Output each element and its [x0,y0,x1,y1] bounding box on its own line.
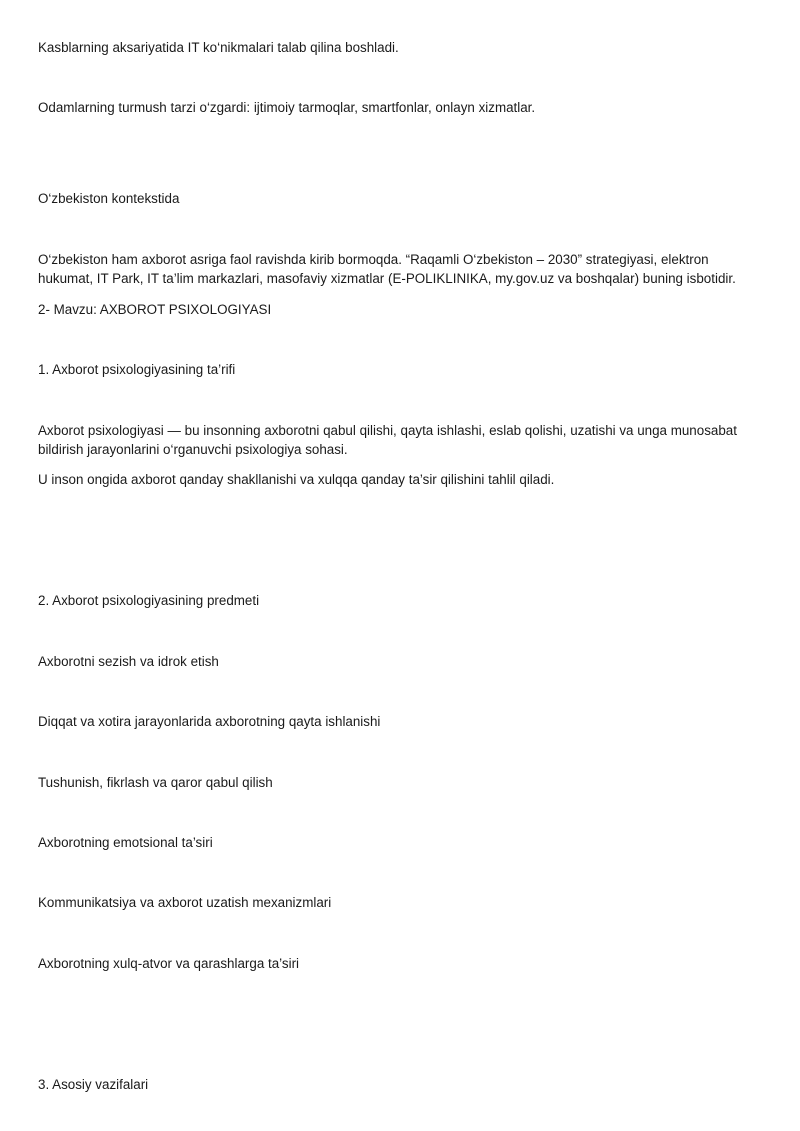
paragraph-definition: Axborot psixologiyasi — bu insonning axborotni qabul qilishi, qayta ishlashi, eslab qolishi, uzatishi va unga munosabat bildirish jarayonlarini o‘rganuvchi psixologiya sohasi. [38,423,737,457]
paragraph-it-skills: Kasblarning aksariyatida IT ko‘nikmalari talab qilina boshladi. [38,40,399,55]
list-item: Kommunikatsiya va axborot uzatish mexanizmlari [38,895,332,910]
list-item: Tushunish, fikrlash va qaror qabul qilish [38,775,273,790]
heading-uzbekistan-context: O‘zbekiston kontekstida [38,191,180,206]
section-heading-tasks: 3. Asosiy vazifalari [38,1077,149,1092]
list-item: Diqqat va xotira jarayonlarida axborotning qayta ishlanishi [38,714,381,729]
section-heading-subject: 2. Axborot psixologiyasining predmeti [38,593,260,608]
list-item: Axborotning xulq-atvor va qarashlarga ta’siri [38,956,300,971]
paragraph-uzbekistan: O‘zbekiston ham axborot asriga faol ravishda kirib bormoqda. “Raqamli O‘zbekiston – 2030” strategiyasi, elektron hukumat, IT Park, IT ta’lim markazlari, masofaviy xizmatlar (E-POLIKLINIKA, my.gov.uz va boshqalar) buning isbotidir. [38,252,736,286]
section-heading-definition: 1. Axborot psixologiyasining ta’rifi [38,362,236,377]
paragraph-analysis: U inson ongida axborot qanday shakllanishi va xulqqa qanday ta’sir qilishini tahlil qiladi. [38,472,555,487]
topic-title: 2- Mavzu: AXBOROT PSIXOLOGIYASI [38,302,272,317]
list-item: Axborotning emotsional ta’siri [38,835,213,850]
paragraph-lifestyle: Odamlarning turmush tarzi o‘zgardi: ijtimoiy tarmoqlar, smartfonlar, onlayn xizmatlar. [38,100,536,115]
list-item: Axborotni sezish va idrok etish [38,654,219,669]
